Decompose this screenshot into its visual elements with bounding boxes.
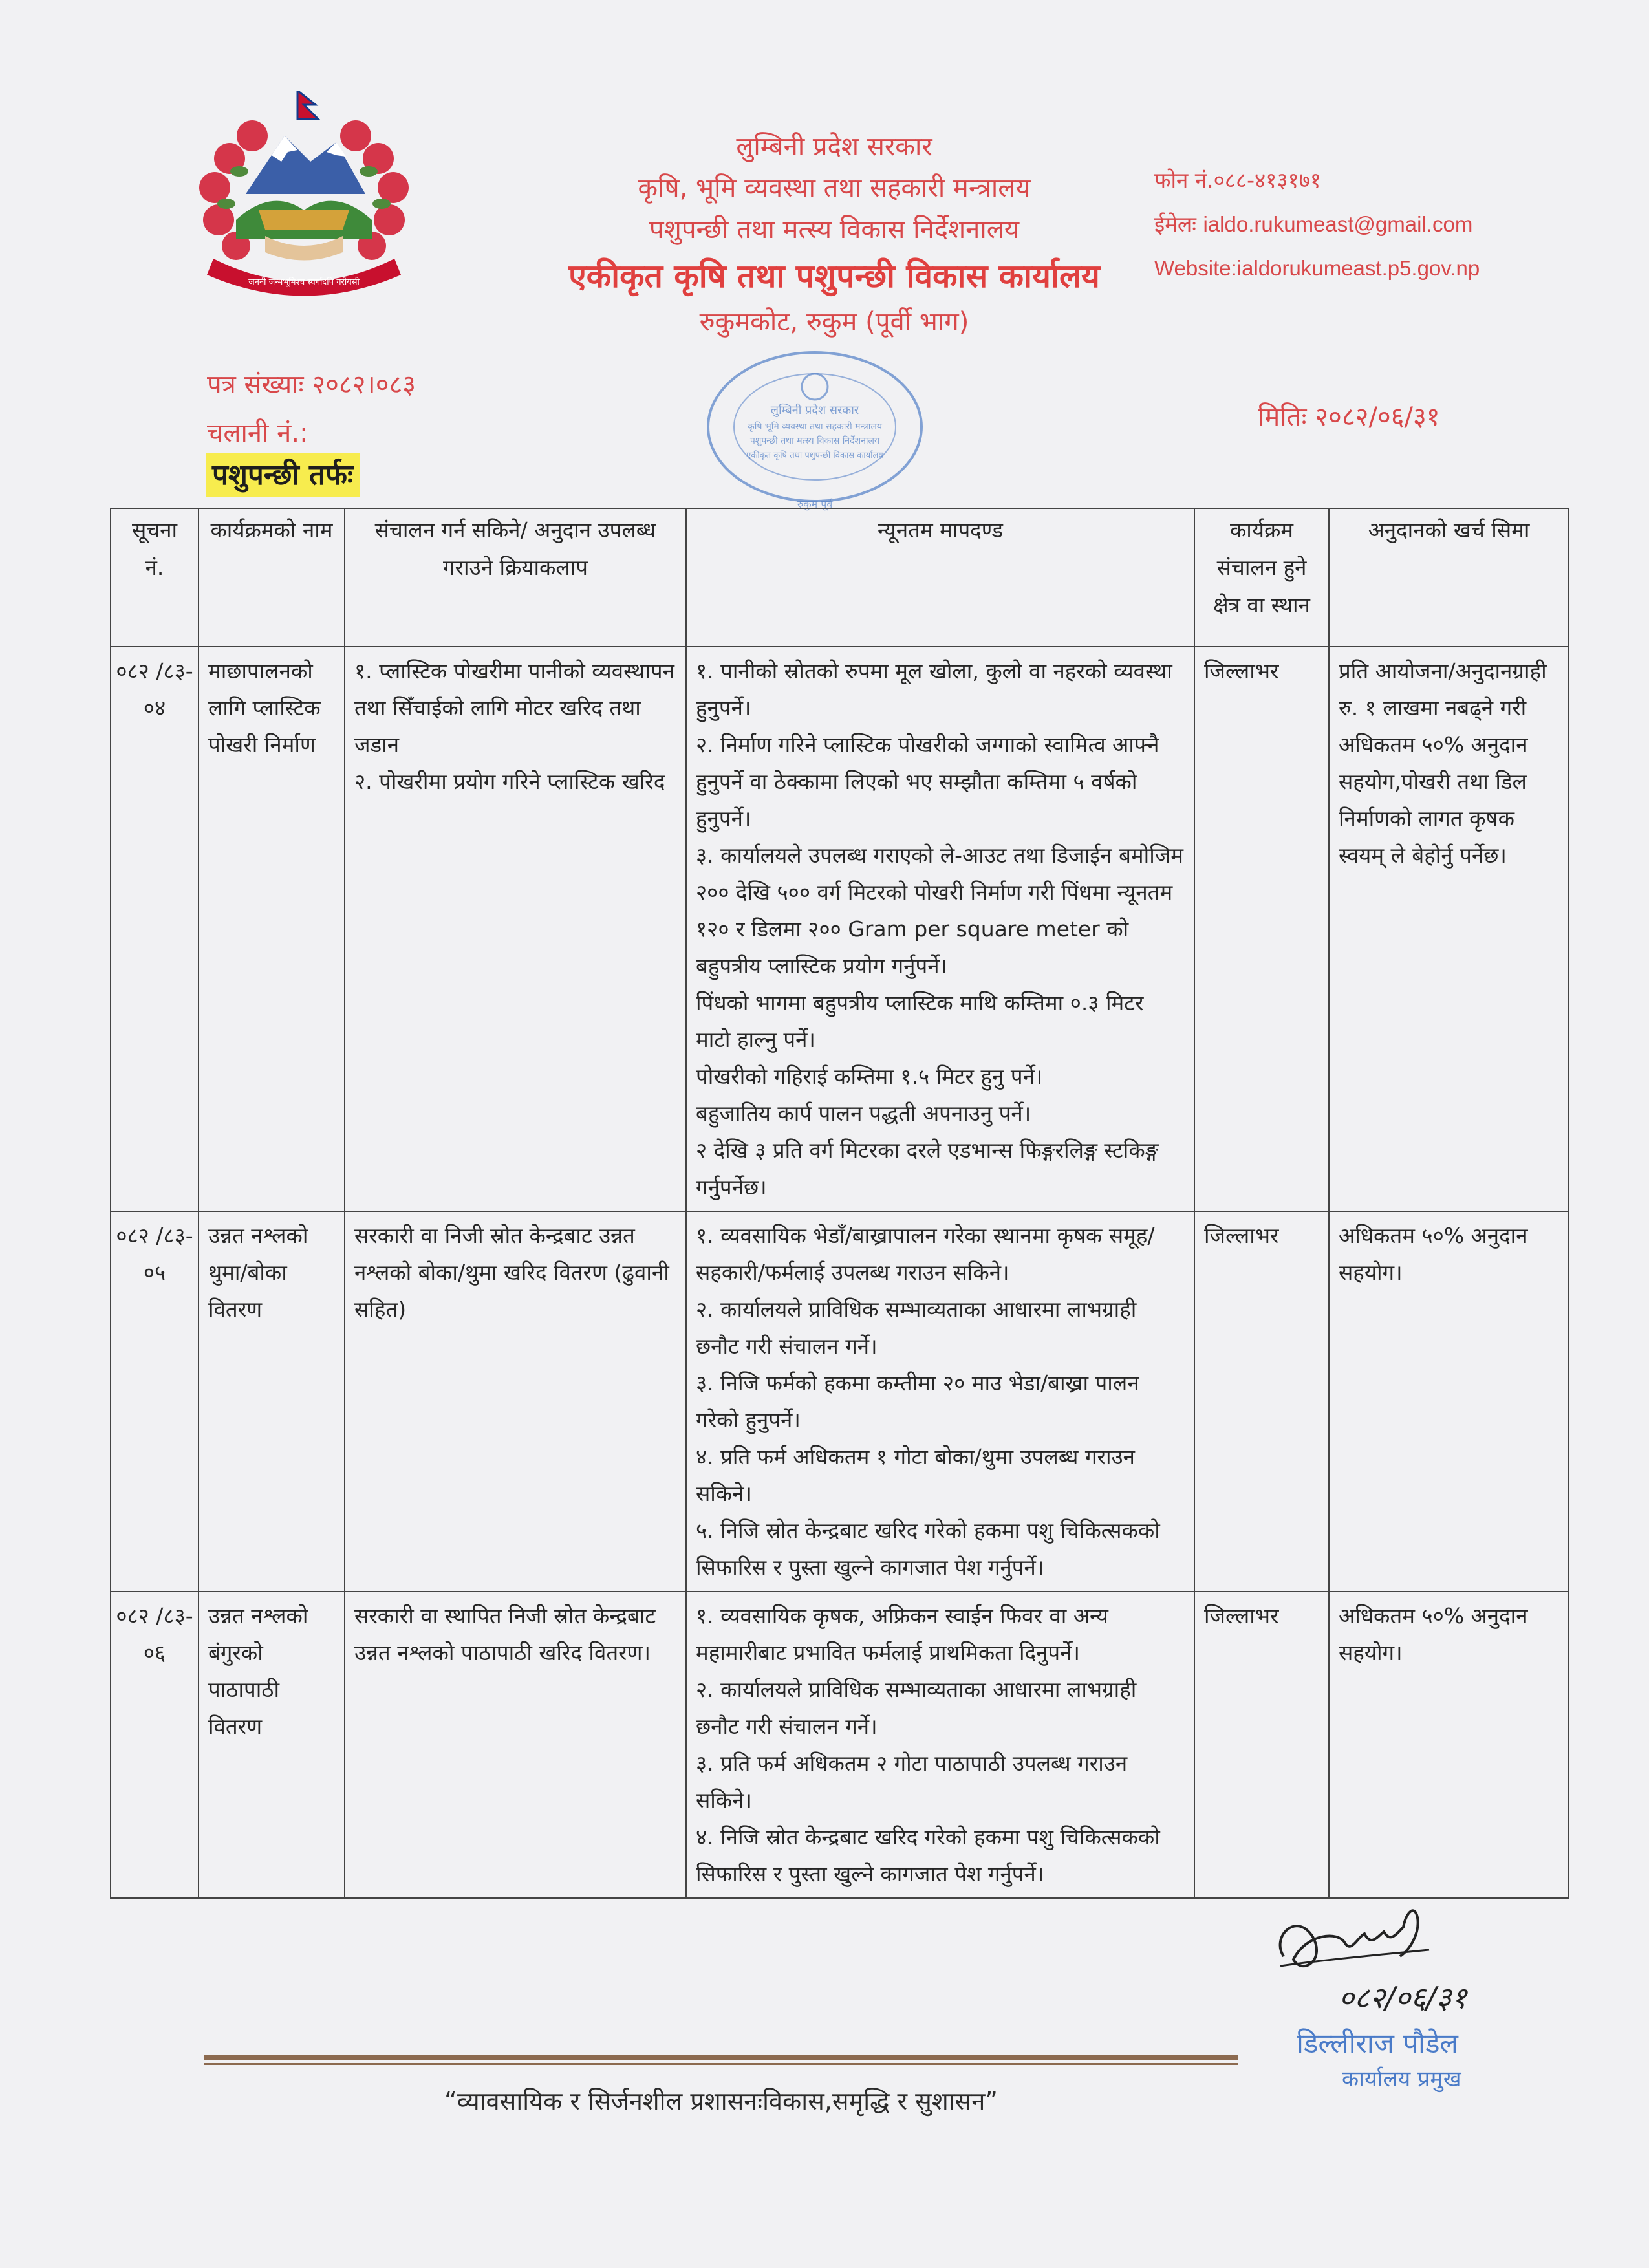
cell-program-name: उन्नत नश्लको थुमा/बोका वितरण (199, 1211, 345, 1592)
ref-value: २०८२।०८३ (312, 370, 416, 400)
province-government: लुम्बिनी प्रदेश सरकार (736, 132, 932, 162)
activity-item: २. पोखरीमा प्रयोग गरिने प्लास्टिक खरिद (354, 769, 665, 794)
footer-divider-thin (204, 2063, 1238, 2065)
office-location: रुकुमकोट, रुकुम (पूर्वी भाग) (699, 307, 969, 337)
header-criteria: न्यूनतम मापदण्ड (686, 508, 1194, 647)
cell-sn: ०८२ /८३- ०६ (111, 1592, 199, 1898)
activity-item: सरकारी वा स्थापित निजी स्रोत केन्द्रबाट उन्नत नश्लको पाठापाठी खरिद वितरण। (354, 1603, 656, 1665)
cell-sn: ०८२ /८३- ०५ (111, 1211, 199, 1592)
signer-title: कार्यालय प्रमुख (1342, 2066, 1461, 2092)
emblem-motto: जननी जन्मभूमिश्च स्वर्गादपि गरीयसी (248, 277, 360, 287)
program-criteria-table (110, 508, 1569, 1899)
criteria-item: पिंधको भागमा बहुपत्रीय प्लास्टिक माथि कम्तिमा ०.३ मिटर माटो हाल्नु पर्ने। (696, 990, 1144, 1052)
criteria-item: २. निर्माण गरिने प्लास्टिक पोखरीको जग्गाको स्वामित्व आफ्नै हुनुपर्ने वा ठेक्कामा लिएको भए सम्झौता कम्तिमा ५ वर्षको हुनुपर्ने। (696, 732, 1159, 831)
table-row (111, 647, 1569, 1211)
table-header-row (111, 508, 1569, 647)
cell-sn: ०८२ /८३- ०४ (111, 647, 199, 1211)
criteria-item: ३. निजि फर्मको हकमा कम्तीमा २० माउ भेडा/बाख्रा पालन गरेको हुनुपर्ने। (696, 1370, 1139, 1432)
email-address: ialdo.rukumeast@gmail.com (1203, 212, 1473, 236)
criteria-item: ५. निजि स्रोत केन्द्रबाट खरिद गरेको हकमा पशु चिकित्सकको सिफारिस र पुस्ता खुल्ने कागजात पेश गर्नुपर्ने। (696, 1518, 1160, 1580)
nepal-emblem-logo (175, 91, 433, 310)
ref-label: पत्र संख्याः (207, 370, 304, 400)
website-url: ialdorukumeast.p5.gov.np (1236, 256, 1480, 280)
cell-area: जिल्लाभर (1194, 1211, 1329, 1592)
stamp-text: कृषि भूमि व्यवस्था तथा सहकारी मन्त्रालय (747, 422, 883, 432)
ministry-name: कृषि, भूमि व्यवस्था तथा सहकारी मन्त्रालय (638, 173, 1031, 203)
criteria-item: पोखरीको गहिराई कम्तिमा १.५ मिटर हुनु पर्ने। (696, 1064, 1043, 1089)
activity-item: सरकारी वा निजी स्रोत केन्द्रबाट उन्नत नश्लको बोका/थुमा खरिद वितरण (ढुवानी सहित) (354, 1223, 669, 1322)
directorate-name: पशुपन्छी तथा मत्स्य विकास निर्देशनालय (649, 215, 1020, 244)
criteria-item: २ देखि ३ प्रति वर्ग मिटरका दरले एडभान्स फिङ्गरलिङ्ग स्टकिङ्ग गर्नुपर्नेछ। (696, 1138, 1159, 1200)
cell-criteria (686, 647, 1194, 1211)
criteria-item: १. पानीको स्रोतको रुपमा मूल खोला, कुलो वा नहरको व्यवस्था हुनुपर्ने। (696, 658, 1172, 720)
website-line (1154, 246, 1620, 290)
contact-info (1154, 158, 1620, 290)
header-program-name: कार्यक्रमको नाम (199, 508, 345, 647)
stamp-text: रुकुम पूर्व (797, 498, 833, 510)
cell-grant-limit: अधिकतम ५०% अनुदान सहयोग। (1329, 1211, 1569, 1592)
office-name: एकीकृत कृषि तथा पशुपन्छी विकास कार्यालय (568, 257, 1100, 295)
phone-label: फोन नं. (1154, 167, 1214, 193)
stamp-text: लुम्बिनी प्रदेश सरकार (770, 404, 859, 417)
footer-divider (204, 2055, 1238, 2060)
dispatch-number (207, 414, 308, 449)
date-label: मितिः (1258, 402, 1307, 432)
cell-program-name: उन्नत नश्लको बंगुरको पाठापाठी वितरण (199, 1592, 345, 1898)
date-value: २०८२/०६/३१ (1315, 402, 1440, 432)
table-row (111, 1592, 1569, 1898)
criteria-item: १. व्यवसायिक भेडाँ/बाख्रापालन गरेका स्थानमा कृषक समूह/सहकारी/फर्मलाई उपलब्ध गराउन सकिने। (696, 1223, 1155, 1285)
criteria-item: ४. प्रति फर्म अधिकतम १ गोटा बोका/थुमा उपलब्ध गराउन सकिने। (696, 1444, 1135, 1506)
signer-name: डिल्लीराज पौडेल (1297, 2027, 1458, 2059)
letter-date (1258, 398, 1440, 433)
website-label: Website: (1154, 256, 1237, 280)
chalani-label: चलानी नं.: (207, 418, 308, 448)
criteria-item: ३. कार्यालयले उपलब्ध गराएको ले-आउट तथा डिजाईन बमोजिम २०० देखि ५०० वर्ग मिटरको पोखरी निर्माण गरी पिंधमा न्यूनतम १२० र डिलमा २०० Gram per square meter को बहुपत्रीय प्लास्टिक प्रयोग गर्नुपर्ने। (696, 843, 1183, 978)
footer-motto: “व्यावसायिक र सिर्जनशील प्रशासनःविकास,समृद्धि र सुशासन” (444, 2087, 998, 2115)
criteria-item: ३. प्रति फर्म अधिकतम २ गोटा पाठापाठी उपलब्ध गराउन सकिने। (696, 1751, 1128, 1813)
criteria-item: १. व्यवसायिक कृषक, अफ्रिकन स्वाईन फिवर वा अन्य महामारीबाट प्रभावित फर्मलाई प्राथमिकता दिनुपर्ने। (696, 1603, 1108, 1665)
cell-grant-limit: प्रति आयोजना/अनुदानग्राही रु. १ लाखमा नबढ्ने गरी अधिकतम ५०% अनुदान सहयोग,पोखरी तथा डिल निर्माणको लागत कृषक स्वयम् ले बेहोर्नु पर्नेछ। (1329, 647, 1569, 1211)
office-header (453, 126, 1216, 342)
activity-item: १. प्लास्टिक पोखरीमा पानीको व्यवस्थापन तथा सिँचाईको लागि मोटर खरिद तथा जडान (354, 658, 674, 757)
cell-criteria (686, 1211, 1194, 1592)
section-title-highlight: पशुपन्छी तर्फः (206, 453, 360, 497)
email-line (1154, 202, 1620, 246)
stamp-text: एकीकृत कृषि तथा पशुपन्छी विकास कार्यालय (746, 451, 883, 460)
cell-criteria (686, 1592, 1194, 1898)
criteria-item: २. कार्यालयले प्राविधिक सम्भाव्यताका आधारमा लाभग्राही छनौट गरी संचालन गर्ने। (696, 1677, 1137, 1739)
table-row (111, 1211, 1569, 1592)
criteria-item: २. कार्यालयले प्राविधिक सम्भाव्यताका आधारमा लाभग्राही छनौट गरी संचालन गर्ने। (696, 1297, 1137, 1359)
header-sn: सूचना नं. (111, 508, 199, 647)
criteria-item: ४. निजि स्रोत केन्द्रबाट खरिद गरेको हकमा पशु चिकित्सकको सिफारिस र पुस्ता खुल्ने कागजात पेश गर्नुपर्ने। (696, 1824, 1160, 1886)
cell-activity (345, 1592, 686, 1898)
header-grant-limit: अनुदानको खर्च सिमा (1329, 508, 1569, 647)
criteria-item: बहुजातिय कार्प पालन पद्धती अपनाउनु पर्ने। (696, 1101, 1031, 1126)
phone-number: ०८८-४१३१७१ (1213, 167, 1321, 193)
header-activity: संचालन गर्न सकिने/ अनुदान उपलब्ध गराउने क्रियाकलाप (345, 508, 686, 647)
header-area: कार्यक्रम संचालन हुने क्षेत्र वा स्थान (1194, 508, 1329, 647)
email-label: ईमेलः (1154, 211, 1196, 237)
cell-activity (345, 647, 686, 1211)
cell-program-name: माछापालनको लागि प्लास्टिक पोखरी निर्माण (199, 647, 345, 1211)
letter-reference-number (207, 365, 416, 401)
cell-grant-limit: अधिकतम ५०% अनुदान सहयोग। (1329, 1592, 1569, 1898)
office-seal-stamp (698, 349, 931, 517)
cell-activity (345, 1211, 686, 1592)
signature-date: ०८२/०६/३१ (1339, 1980, 1467, 2015)
cell-area: जिल्लाभर (1194, 1592, 1329, 1898)
stamp-text: पशुपन्छी तथा मत्स्य विकास निर्देशनालय (749, 436, 880, 446)
cell-area: जिल्लाभर (1194, 647, 1329, 1211)
phone-line (1154, 158, 1620, 202)
